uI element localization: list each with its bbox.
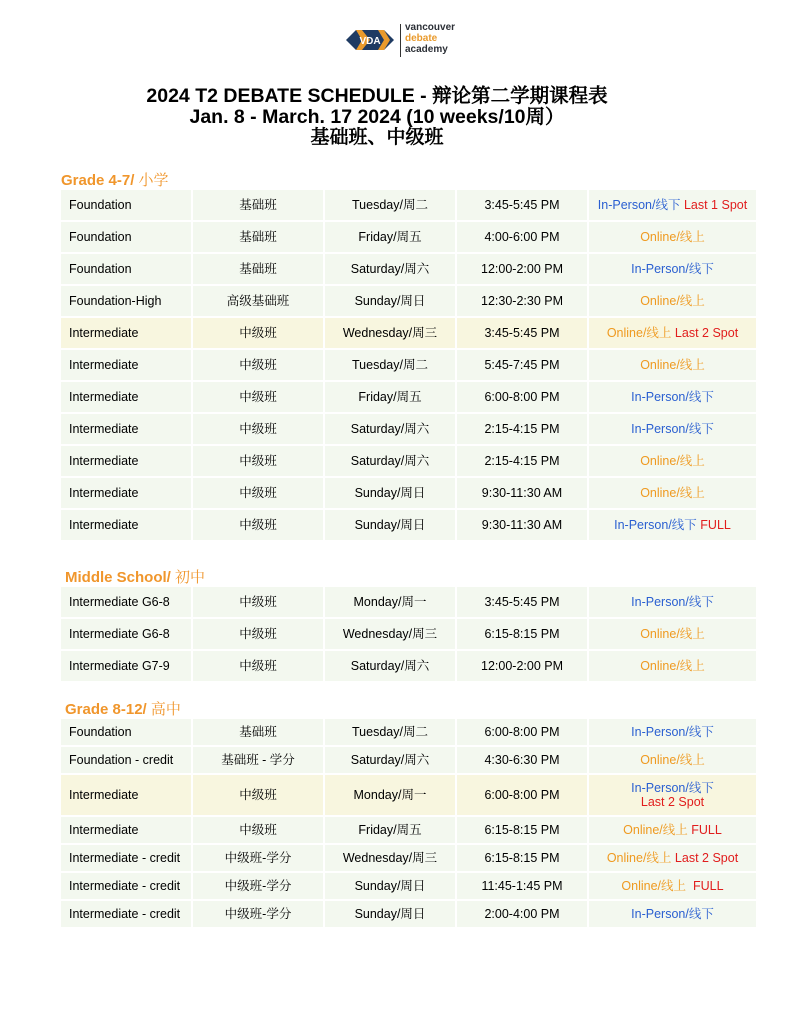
day-cell: Monday/周一: [325, 775, 457, 815]
course-level-cell: 基础班: [193, 222, 325, 252]
table-row: [61, 446, 756, 478]
time-cell: 12:00-2:00 PM: [457, 651, 589, 681]
delivery-mode-cell: [589, 651, 756, 681]
course-level-cell: 中级班: [193, 619, 325, 649]
title-line-3: 基础班、中级班: [310, 127, 444, 148]
course-name-cell: Foundation: [61, 222, 193, 252]
delivery-mode-line: [640, 753, 705, 767]
delivery-mode-label: Online/线上: [640, 358, 705, 372]
availability-note: FULL: [691, 823, 722, 837]
delivery-mode-line: [631, 725, 714, 739]
delivery-mode-line: [640, 659, 705, 673]
delivery-mode-line: [614, 518, 731, 532]
delivery-mode-line: [631, 781, 714, 795]
availability-note: Last 2 Spot: [674, 851, 739, 865]
delivery-mode-label: Online/线上: [623, 823, 688, 837]
day-cell: Friday/周五: [325, 222, 457, 252]
time-cell: 12:00-2:00 PM: [457, 254, 589, 284]
course-level-cell: 中级班: [193, 350, 325, 380]
availability-note: FULL: [700, 518, 731, 532]
table-row: [61, 350, 756, 382]
course-level-cell: 基础班: [193, 254, 325, 284]
table-row: [61, 719, 756, 747]
course-name-cell: Intermediate: [61, 775, 193, 815]
day-cell: Tuesday/周二: [325, 719, 457, 745]
table-row: [61, 587, 756, 619]
title-line-1: 2024 T2 DEBATE SCHEDULE - 辩论第二学期课程表: [146, 85, 608, 107]
day-cell: Sunday/周日: [325, 478, 457, 508]
course-name-cell: Intermediate G7-9: [61, 651, 193, 681]
table-row: [61, 510, 756, 542]
time-cell: 9:30-11:30 AM: [457, 510, 589, 540]
time-cell: 6:15-8:15 PM: [457, 817, 589, 843]
day-cell: Sunday/周日: [325, 286, 457, 316]
delivery-mode-label: Online/线上: [640, 230, 705, 244]
course-level-cell: 中级班: [193, 510, 325, 540]
time-cell: 11:45-1:45 PM: [457, 873, 589, 899]
delivery-mode-label: Online/线上: [640, 486, 705, 500]
delivery-mode-label: In-Person/线下: [614, 518, 697, 532]
delivery-mode-label: Online/线上: [606, 851, 672, 865]
delivery-mode-line: [631, 390, 714, 404]
course-level-cell: 中级班: [193, 587, 325, 617]
delivery-mode-cell: [589, 222, 756, 252]
delivery-mode-line: [631, 262, 714, 276]
course-name-cell: Intermediate: [61, 382, 193, 412]
section-heading-text: Grade 8-12/: [65, 701, 147, 718]
delivery-mode-cell: [589, 873, 756, 899]
availability-note: Last 1 Spot: [683, 198, 748, 212]
course-name-cell: Intermediate: [61, 414, 193, 444]
title-line-2: Jan. 8 - March. 17 2024 (10 weeks/10周）: [189, 105, 565, 128]
delivery-mode-line: [640, 230, 705, 244]
course-name-cell: Intermediate: [61, 446, 193, 476]
delivery-mode-cell: [589, 775, 756, 815]
course-level-cell: 中级班: [193, 478, 325, 508]
delivery-mode-cell: [589, 414, 756, 444]
course-level-cell: 基础班 - 学分: [193, 747, 325, 773]
table-row: [61, 382, 756, 414]
delivery-mode-cell: [589, 350, 756, 380]
course-level-cell: 中级班-学分: [193, 845, 325, 871]
course-level-cell: 中级班: [193, 382, 325, 412]
delivery-mode-cell: [589, 286, 756, 316]
schedule-table-grade-8-12: [61, 719, 756, 929]
delivery-mode-line: [631, 595, 714, 609]
delivery-mode-label: Online/线上: [640, 294, 705, 308]
delivery-mode-cell: [589, 446, 756, 476]
delivery-mode-cell: [589, 845, 756, 871]
day-cell: Saturday/周六: [325, 414, 457, 444]
delivery-mode-line: [640, 454, 705, 468]
delivery-mode-label: Online/线上: [640, 753, 705, 767]
delivery-mode-line: [631, 422, 714, 436]
delivery-mode-cell: [589, 901, 756, 927]
logo-initials: VDA: [359, 36, 381, 47]
course-name-cell: Intermediate: [61, 318, 193, 348]
course-name-cell: Intermediate: [61, 350, 193, 380]
delivery-mode-cell: [589, 318, 756, 348]
day-cell: Wednesday/周三: [325, 619, 457, 649]
delivery-mode-cell: [589, 190, 756, 220]
day-cell: Saturday/周六: [325, 651, 457, 681]
day-cell: Tuesday/周二: [325, 190, 457, 220]
course-name-cell: Foundation: [61, 254, 193, 284]
course-name-cell: Intermediate G6-8: [61, 587, 193, 617]
delivery-mode-label: In-Person/线下: [597, 198, 681, 212]
table-row: [61, 318, 756, 350]
delivery-mode-line: [640, 358, 705, 372]
delivery-mode-line: [598, 198, 747, 212]
delivery-mode-cell: [589, 254, 756, 284]
availability-note: Last 2 Spot: [674, 326, 739, 340]
course-name-cell: Intermediate - credit: [61, 873, 193, 899]
delivery-mode-line: [607, 851, 738, 865]
delivery-mode-cell: [589, 510, 756, 540]
section-heading-cn: 高中: [150, 701, 181, 718]
time-cell: 2:15-4:15 PM: [457, 414, 589, 444]
course-name-cell: Intermediate - credit: [61, 845, 193, 871]
delivery-mode-label: In-Person/线下: [631, 390, 714, 404]
section-heading-grade-4-7: [61, 172, 169, 190]
course-name-cell: Foundation: [61, 719, 193, 745]
course-level-cell: 基础班: [193, 190, 325, 220]
time-cell: 12:30-2:30 PM: [457, 286, 589, 316]
delivery-mode-label: In-Person/线下: [631, 262, 714, 276]
delivery-mode-line: [640, 294, 705, 308]
course-level-cell: 中级班-学分: [193, 873, 325, 899]
course-name-cell: Intermediate - credit: [61, 901, 193, 927]
logo-wordmark: [405, 22, 455, 55]
delivery-mode-line: [623, 823, 722, 837]
availability-note: Last 2 Spot: [640, 795, 705, 809]
delivery-mode-line: [621, 879, 723, 893]
delivery-mode-cell: [589, 478, 756, 508]
day-cell: Saturday/周六: [325, 747, 457, 773]
table-row: [61, 286, 756, 318]
table-row: [61, 478, 756, 510]
delivery-mode-label: In-Person/线下: [631, 781, 714, 795]
day-cell: Wednesday/周三: [325, 318, 457, 348]
table-row: [61, 775, 756, 817]
delivery-mode-label: In-Person/线下: [631, 595, 714, 609]
vda-logo: [346, 22, 496, 60]
course-name-cell: Foundation: [61, 190, 193, 220]
day-cell: Saturday/周六: [325, 446, 457, 476]
delivery-mode-cell: [589, 619, 756, 649]
time-cell: 6:15-8:15 PM: [457, 845, 589, 871]
course-name-cell: Foundation - credit: [61, 747, 193, 773]
day-cell: Sunday/周日: [325, 510, 457, 540]
course-level-cell: 中级班: [193, 817, 325, 843]
course-level-cell: 基础班: [193, 719, 325, 745]
course-level-cell: 中级班: [193, 414, 325, 444]
delivery-mode-label: In-Person/线下: [631, 422, 714, 436]
time-cell: 2:00-4:00 PM: [457, 901, 589, 927]
day-cell: Friday/周五: [325, 817, 457, 843]
time-cell: 3:45-5:45 PM: [457, 587, 589, 617]
delivery-mode-cell: [589, 817, 756, 843]
table-row: [61, 651, 756, 683]
time-cell: 5:45-7:45 PM: [457, 350, 589, 380]
delivery-mode-cell: [589, 382, 756, 412]
table-row: [61, 254, 756, 286]
course-level-cell: 中级班-学分: [193, 901, 325, 927]
section-heading-middle-school: [65, 569, 205, 587]
day-cell: Sunday/周日: [325, 873, 457, 899]
course-name-cell: Intermediate: [61, 478, 193, 508]
table-row: [61, 190, 756, 222]
time-cell: 3:45-5:45 PM: [457, 318, 589, 348]
course-level-cell: 高级基础班: [193, 286, 325, 316]
delivery-mode-line: [631, 907, 714, 921]
day-cell: Monday/周一: [325, 587, 457, 617]
delivery-mode-cell: [589, 587, 756, 617]
table-row: [61, 619, 756, 651]
time-cell: 6:00-8:00 PM: [457, 775, 589, 815]
delivery-mode-line: [640, 627, 705, 641]
time-cell: 4:30-6:30 PM: [457, 747, 589, 773]
table-row: [61, 747, 756, 775]
time-cell: 3:45-5:45 PM: [457, 190, 589, 220]
section-heading-text: Middle School/: [65, 569, 171, 586]
table-row: [61, 222, 756, 254]
time-cell: 9:30-11:30 AM: [457, 478, 589, 508]
section-heading-text: Grade 4-7/: [61, 172, 135, 189]
page-title: [80, 86, 674, 149]
course-name-cell: Intermediate: [61, 510, 193, 540]
day-cell: Tuesday/周二: [325, 350, 457, 380]
table-row: [61, 901, 756, 929]
logo-word-1: vancouver: [405, 22, 456, 33]
delivery-mode-label: In-Person/线下: [631, 725, 714, 739]
delivery-mode-line: [607, 326, 738, 340]
course-name-cell: Foundation-High: [61, 286, 193, 316]
time-cell: 6:00-8:00 PM: [457, 382, 589, 412]
section-heading-cn: 初中: [175, 569, 206, 586]
table-row: [61, 873, 756, 901]
time-cell: 6:00-8:00 PM: [457, 719, 589, 745]
schedule-table-middle-school: [61, 587, 756, 683]
delivery-mode-line: [640, 486, 705, 500]
vda-logo-mark: [346, 24, 394, 56]
table-row: [61, 817, 756, 845]
table-row: [61, 414, 756, 446]
delivery-mode-cell: [589, 747, 756, 773]
logo-word-2: debate: [405, 33, 438, 44]
day-cell: Wednesday/周三: [325, 845, 457, 871]
course-level-cell: 中级班: [193, 446, 325, 476]
delivery-mode-cell: [589, 719, 756, 745]
course-level-cell: 中级班: [193, 318, 325, 348]
logo-divider: [400, 24, 401, 57]
day-cell: Friday/周五: [325, 382, 457, 412]
course-name-cell: Intermediate G6-8: [61, 619, 193, 649]
delivery-mode-label: In-Person/线下: [631, 907, 714, 921]
day-cell: Sunday/周日: [325, 901, 457, 927]
day-cell: Saturday/周六: [325, 254, 457, 284]
time-cell: 6:15-8:15 PM: [457, 619, 589, 649]
logo-word-3: academy: [405, 44, 448, 55]
delivery-mode-label: Online/线上: [640, 627, 705, 641]
course-name-cell: Intermediate: [61, 817, 193, 843]
availability-note: FULL: [689, 879, 724, 893]
section-heading-grade-8-12: [65, 701, 181, 719]
course-level-cell: 中级班: [193, 651, 325, 681]
section-heading-cn: 小学: [138, 172, 169, 189]
time-cell: 2:15-4:15 PM: [457, 446, 589, 476]
schedule-table-grade-4-7: [61, 190, 756, 542]
delivery-mode-label: Online/线上: [606, 326, 672, 340]
table-row: [61, 845, 756, 873]
course-level-cell: 中级班: [193, 775, 325, 815]
delivery-mode-label: Online/线上: [621, 879, 687, 893]
delivery-mode-label: Online/线上: [640, 659, 705, 673]
delivery-mode-label: Online/线上: [640, 454, 705, 468]
time-cell: 4:00-6:00 PM: [457, 222, 589, 252]
